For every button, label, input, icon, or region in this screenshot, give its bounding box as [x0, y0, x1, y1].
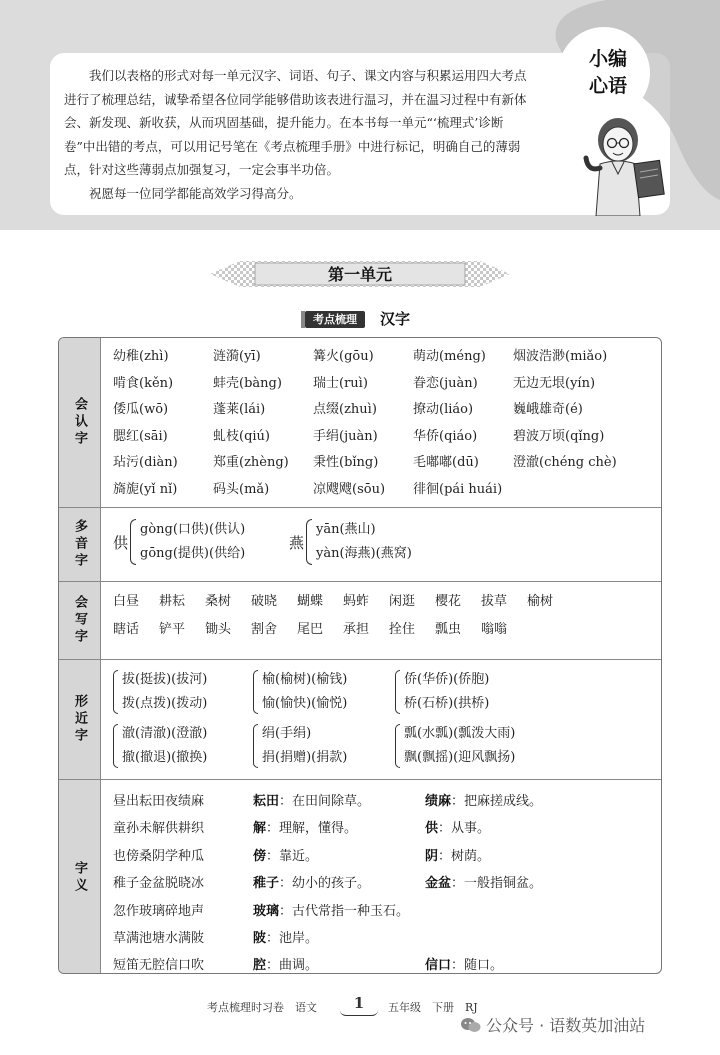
- polyphone-group: [289, 518, 412, 566]
- row-meaning: [59, 780, 661, 974]
- word-item: 烟波浩渺(miǎo): [513, 349, 608, 364]
- row-polyphone: [59, 508, 661, 582]
- word-item: 澄澈(chéng chè): [513, 455, 617, 470]
- word-item: 桑树: [205, 594, 232, 609]
- word-item: 尾巴: [297, 622, 324, 637]
- poem-line: 昼出耘田夜绩麻: [113, 794, 205, 809]
- reading-line: gōng(提供)(供给): [140, 546, 246, 561]
- word-item: 玷污(diàn): [113, 455, 178, 470]
- row-similar: [59, 660, 661, 780]
- word-item: 承担: [343, 622, 370, 637]
- wechat-icon: [460, 1017, 482, 1033]
- word-item: 秉性(bǐng): [313, 455, 379, 470]
- definition: [425, 925, 542, 952]
- word-item: 蓬莱(lái): [213, 402, 266, 417]
- word-item: 巍峨雄奇(é): [513, 402, 583, 417]
- definition: 耘田：在田间除草。: [253, 794, 371, 809]
- similar-pair: [395, 722, 515, 770]
- row-content: [101, 338, 661, 507]
- definitions-right: [425, 788, 542, 974]
- word-item: 锄头: [205, 622, 232, 637]
- brace: [113, 724, 118, 768]
- word-item: 凉飕飕(sōu): [313, 481, 386, 497]
- intro-text: [64, 64, 534, 205]
- unit-title: 第一单元: [327, 265, 392, 284]
- similar-line: 拨(点拨)(拨动): [122, 696, 208, 711]
- brace: [395, 724, 400, 768]
- word-item: 拔草: [481, 594, 508, 609]
- word-item: 萌动(méng): [413, 349, 486, 364]
- word-item: 涟漪(yī): [213, 349, 261, 364]
- word-item: 铲平: [159, 622, 186, 637]
- similar-line: 飘(飘摇)(迎风飘扬): [404, 750, 516, 765]
- word-item: [513, 477, 653, 504]
- definition: 绩麻：把麻搓成线。: [425, 794, 543, 809]
- word-item: 篝火(gōu): [313, 349, 374, 364]
- brace: [306, 519, 312, 565]
- word-item: [527, 618, 573, 642]
- word-item: 拴住: [389, 622, 416, 637]
- write-grid: [113, 590, 573, 642]
- word-item: 嗡嗡: [481, 622, 508, 637]
- similar-line: 捐(捐赠)(捐款): [262, 750, 348, 765]
- section-title: 汉字: [380, 310, 411, 328]
- similar-line: 愉(愉快)(愉悦): [262, 696, 348, 711]
- definition: 信口：随口。: [425, 958, 504, 974]
- row-content: [101, 508, 661, 581]
- word-item: 蚂蚱: [343, 594, 370, 609]
- reading-line: yān(燕山): [316, 522, 376, 537]
- word-item: 无边无垠(yín): [513, 375, 596, 391]
- word-item: 毛嘟嘟(dū): [413, 455, 479, 470]
- intro-paragraph-2: 祝愿每一位同学都能高效学习得高分。: [89, 185, 302, 201]
- row-content: [101, 780, 661, 974]
- hanzi-table: [58, 337, 662, 974]
- word-item: 腮红(sāi): [113, 428, 168, 444]
- word-item: 碧波万顷(qǐng): [513, 428, 605, 444]
- row-write: [59, 582, 661, 660]
- brace: [253, 670, 258, 714]
- intro-paragraph-1: 我们以表格的形式对每一单元汉字、词语、句子、课文内容与积累运用四大考点进行了梳理总结，诚挚希望各位同学能够借助该表进行温习，并在温习过程中有新体会、新发现、新收获，从而巩固基础，提升能力。在本书每一单元“‘梳理式’诊断卷”中出错的考点，可以用记号笔在《考点梳理手册》中进行标记，明确自己的薄弱点，针对这些薄弱点加强复习，一定会事半功倍。: [64, 68, 527, 177]
- watermark-text: 公众号 · 语数英加油站: [486, 1016, 646, 1035]
- poem-line: 稚子金盆脱晓冰: [113, 876, 205, 892]
- brace: [395, 670, 400, 714]
- word-item: 郑重(zhèng): [213, 455, 289, 470]
- definitions-middle: [253, 788, 409, 974]
- word-item: 瓢虫: [435, 622, 462, 637]
- word-item: 瞎话: [113, 622, 140, 637]
- footer-right: 五年级 下册 RJ: [388, 1001, 478, 1014]
- word-item: 破晓: [251, 594, 278, 609]
- definition: 稚子：幼小的孩子。: [253, 876, 371, 892]
- word-item: 撩动(liáo): [413, 402, 474, 417]
- word-item: 樱花: [435, 594, 462, 609]
- similar-line: 澈(清澈)(澄澈): [122, 726, 208, 741]
- similar-line: 桥(石桥)(拱桥): [404, 696, 490, 711]
- similar-pair: [395, 668, 489, 716]
- word-item: 割舍: [251, 622, 278, 637]
- similar-pair: [113, 668, 207, 716]
- teacher-illustration: [582, 112, 670, 216]
- word-item: 码头(mǎ): [213, 481, 270, 497]
- definition: 解：理解，懂得。: [253, 821, 358, 837]
- definition: 腔：曲调。: [253, 958, 319, 974]
- watermark: [460, 1014, 710, 1038]
- word-item: 榆树: [527, 594, 554, 609]
- editor-title: [568, 46, 648, 100]
- word-item: 徘徊(pái huái): [413, 481, 503, 497]
- poem-line: 忽作玻璃碎地声: [113, 903, 205, 919]
- definition: 陂：池岸。: [253, 930, 319, 946]
- polyphone-char: 燕: [289, 533, 305, 552]
- definition: 金盆：一般指铜盆。: [425, 876, 543, 892]
- row-label: 会写字: [59, 582, 101, 659]
- word-item: 倭瓜(wō): [113, 402, 169, 417]
- definition: 阴：树荫。: [425, 848, 491, 864]
- poem-lines: [113, 788, 204, 974]
- word-item: 眷恋(juàn): [413, 375, 478, 391]
- similar-line: 撤(撤退)(撤换): [122, 750, 208, 765]
- recognize-grid: [113, 344, 653, 503]
- poem-line: 草满池塘水满陂: [113, 930, 205, 946]
- row-label: 字义: [59, 780, 101, 974]
- row-label: 多音字: [59, 508, 101, 581]
- reading-line: gòng(口供)(供认): [140, 522, 246, 537]
- poem-line: 短笛无腔信口吹: [113, 958, 205, 974]
- word-item: 旖旎(yǐ nǐ): [113, 481, 178, 497]
- footer-left: 考点梳理时习卷 语文: [207, 1001, 317, 1014]
- editor-title-line2: 心语: [588, 75, 627, 97]
- word-item: 华侨(qiáo): [413, 428, 478, 444]
- section-tag: 考点梳理: [305, 311, 365, 328]
- similar-pair: [113, 722, 207, 770]
- definition: 供：从事。: [425, 821, 491, 837]
- row-label: 会认字: [59, 338, 101, 507]
- polyphone-char: 供: [113, 533, 129, 552]
- page-number: 1: [353, 994, 365, 1012]
- similar-pair: [253, 722, 347, 770]
- similar-line: 瓢(水瓢)(瓢泼大雨): [404, 726, 516, 741]
- open-book-icon: [340, 1008, 378, 1016]
- row-content: [101, 582, 661, 659]
- editor-title-line1: 小编: [588, 48, 627, 70]
- reading-line: yàn(海燕)(燕窝): [316, 546, 412, 561]
- brace: [130, 519, 136, 565]
- row-label: 形近字: [59, 660, 101, 779]
- word-item: 虬枝(qiú): [213, 428, 270, 444]
- poem-line: 也傍桑阴学种瓜: [113, 848, 205, 864]
- word-item: 啃食(kěn): [113, 375, 174, 391]
- footer: [0, 994, 720, 1014]
- word-item: 手绢(juàn): [313, 428, 378, 444]
- row-recognize: [59, 338, 661, 508]
- word-item: 耕耘: [159, 594, 186, 609]
- similar-line: 拔(挺拔)(拔河): [122, 672, 208, 687]
- word-item: 蚌壳(bàng): [213, 375, 282, 391]
- similar-pair: [253, 668, 347, 716]
- word-item: 点缀(zhuì): [313, 402, 377, 417]
- definition: 玻璃：古代常指一种玉石。: [253, 903, 410, 919]
- word-item: 蝴蝶: [297, 594, 324, 609]
- word-item: 白昼: [113, 594, 140, 609]
- word-item: 幼稚(zhì): [113, 349, 169, 364]
- similar-line: 侨(华侨)(侨胞): [404, 672, 490, 687]
- brace: [253, 724, 258, 768]
- word-item: 瑞士(ruì): [313, 375, 368, 391]
- definition: [425, 898, 542, 925]
- similar-line: 绢(手绢): [262, 726, 312, 741]
- definition: 傍：靠近。: [253, 848, 319, 864]
- similar-line: 榆(榆树)(榆钱): [262, 672, 348, 687]
- poem-line: 童孙未解供耕织: [113, 821, 205, 837]
- row-content: [101, 660, 661, 779]
- brace: [113, 670, 118, 714]
- word-item: 闲逛: [389, 594, 416, 609]
- polyphone-group: [113, 518, 245, 566]
